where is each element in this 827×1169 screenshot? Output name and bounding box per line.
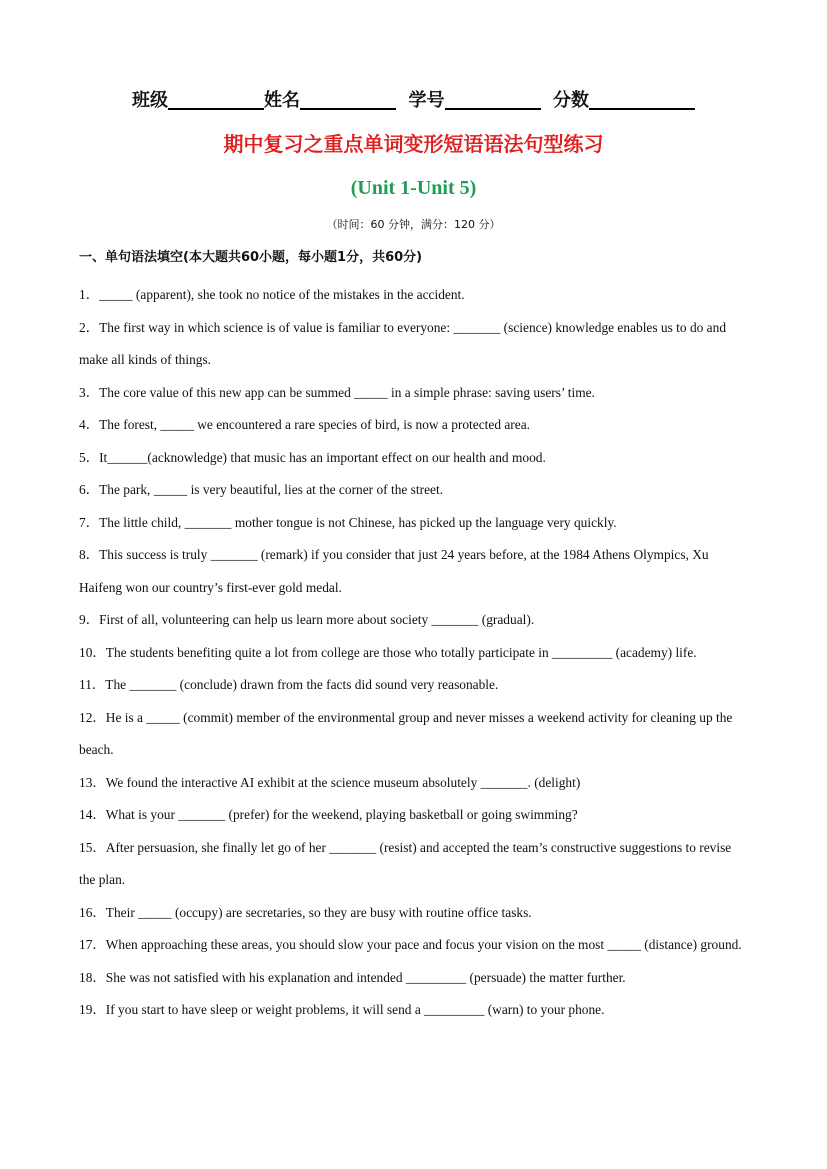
name-blank[interactable] [300, 88, 396, 110]
question-item: 6．The park, _____ is very beautiful, lies at the corner of the street. [79, 482, 444, 497]
question-item: 1．_____ (apparent), she took no notice of the mistakes in the accident. [79, 287, 465, 302]
id-blank[interactable] [445, 88, 541, 110]
question-item: 10．The students benefiting quite a lot from college are those who totally participate in _________ (academy) life. [79, 644, 697, 660]
name-label: 姓名 [263, 90, 300, 111]
section-heading: 一、单句语法填空(本大题共60小题，每小题1分，共60分) [79, 250, 423, 265]
question-item: 5．It______(acknowledge) that music has an important effect on our health and mood. [79, 449, 546, 465]
question-item: 19．If you start to have sleep or weight problems, it will send a _________ (warn) to your phone. [79, 1002, 605, 1017]
question-item: 17．When approaching these areas, you should slow your pace and focus your vision on the most _____ (distance) ground. [79, 937, 742, 952]
question-item: 8．This success is truly _______ (remark) if you consider that just 24 years before, at the 1984 Athens Olympics, Xu Haifeng won our country’s first-ever gold medal. [79, 547, 709, 595]
student-info-line [0, 88, 827, 114]
question-item: 12．He is a _____ (commit) member of the environmental group and never misses a weekend activity for cleaning up the beach. [79, 709, 733, 757]
question-item: 9．First of all, volunteering can help us learn more about society _______ (gradual). [79, 612, 535, 627]
question-item: 4．The forest, _____ we encountered a rare species of bird, is now a protected area. [79, 417, 531, 432]
score-blank[interactable] [589, 88, 695, 110]
class-label: 班级 [131, 90, 168, 111]
class-blank[interactable] [168, 88, 264, 110]
question-item: 16．Their _____ (occupy) are secretaries, so they are busy with routine office tasks. [79, 904, 532, 920]
id-label: 学号 [408, 90, 445, 111]
time-note: （时间：60 分钟，满分：120 分） [326, 218, 501, 231]
page-title: 期中复习之重点单词变形短语语法句型练习 [223, 132, 604, 156]
score-label: 分数 [553, 90, 590, 111]
page-subtitle: (Unit 1-Unit 5) [350, 177, 477, 199]
question-item: 11．The _______ (conclude) drawn from the facts did sound very reasonable. [79, 677, 499, 692]
question-item: 7．The little child, _______ mother tongue is not Chinese, has picked up the language very quickly. [79, 514, 617, 530]
question-item: 15．After persuasion, she finally let go of her _______ (resist) and accepted the team’s constructive suggestions to revise the plan. [79, 839, 732, 887]
question-item: 3．The core value of this new app can be summed _____ in a simple phrase: saving users’ time. [79, 384, 595, 400]
question-item: 14．What is your _______ (prefer) for the weekend, playing basketball or going swimming? [79, 807, 578, 822]
question-list [79, 279, 747, 1027]
question-item: 2．The first way in which science is of value is familiar to everyone: _______ (science) knowledge enables us to do and make all kinds of things. [79, 319, 727, 367]
question-item: 18．She was not satisfied with his explanation and intended _________ (persuade) the matter further. [79, 969, 626, 985]
question-item: 13．We found the interactive AI exhibit at the science museum absolutely _______. (delight) [79, 774, 581, 790]
